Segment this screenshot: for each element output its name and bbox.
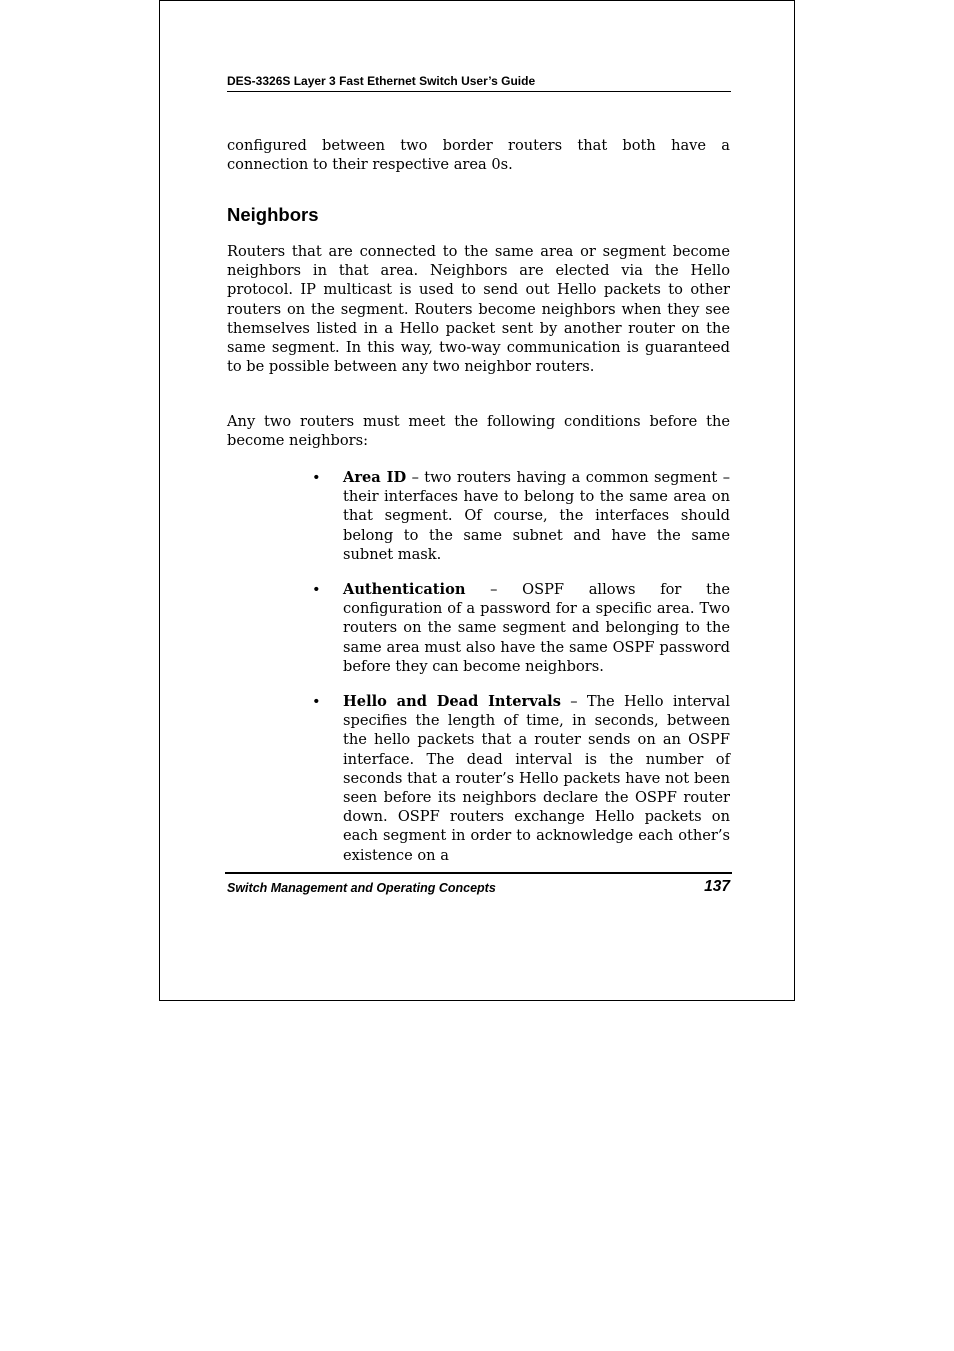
bullet-icon: • <box>312 581 321 599</box>
footer-divider <box>225 872 732 874</box>
list-item-text: – OSPF allows for the configuration of a password for a specific area. Two routers on the same segment and belonging to the same area must also have the same OSPF password before they can become neighbors. <box>343 581 730 675</box>
section-heading: Neighbors <box>227 204 319 225</box>
list-item-text: – The Hello interval specifies the length of time, in seconds, between the hello packets that a router sends on an OSPF interface. The dead interval is the number of seconds that a router’s Hello packets have not been seen before its neighbors declare the OSPF router down. OSPF routers exchange Hello packets on each segment in order to acknowledge each other’s existence on a <box>343 693 731 864</box>
list-item <box>312 468 730 564</box>
footer-chapter-title: Switch Management and Operating Concepts <box>227 881 496 895</box>
conditions-paragraph: Any two routers must meet the following conditions before the become neighbors: <box>227 413 730 450</box>
neighbors-paragraph: Routers that are connected to the same area or segment become neighbors in that area. Neighbors are elected via the Hello protocol. IP multicast is used to send out Hello packets to other routers on the segment. Routers become neighbors when they see themselves listed in a Hello packet sent by another router on the same segment. In this way, two-way communication is guaranteed to be possible between any two neighbor routers. <box>227 243 730 376</box>
bullet-icon: • <box>312 469 321 486</box>
list-item-term: Hello and Dead Intervals <box>343 693 561 711</box>
page-content <box>227 136 731 864</box>
list-item <box>312 580 730 676</box>
running-header: DES-3326S Layer 3 Fast Ethernet Switch User’s Guide <box>227 73 731 92</box>
list-item <box>312 692 730 865</box>
bullet-icon: • <box>312 693 321 711</box>
list-item-term: Area ID <box>343 469 407 486</box>
conditions-list <box>312 468 730 881</box>
intro-paragraph: configured between two border routers that both have a connection to their respective area 0s. <box>227 137 730 174</box>
page-number: 137 <box>704 878 730 895</box>
list-item-text: – two routers having a common segment – their interfaces have to belong to the same area on that segment. Of course, the interfaces should belong to the same subnet and have the same subnet mask. <box>343 469 730 563</box>
list-item-term: Authentication <box>343 581 466 599</box>
